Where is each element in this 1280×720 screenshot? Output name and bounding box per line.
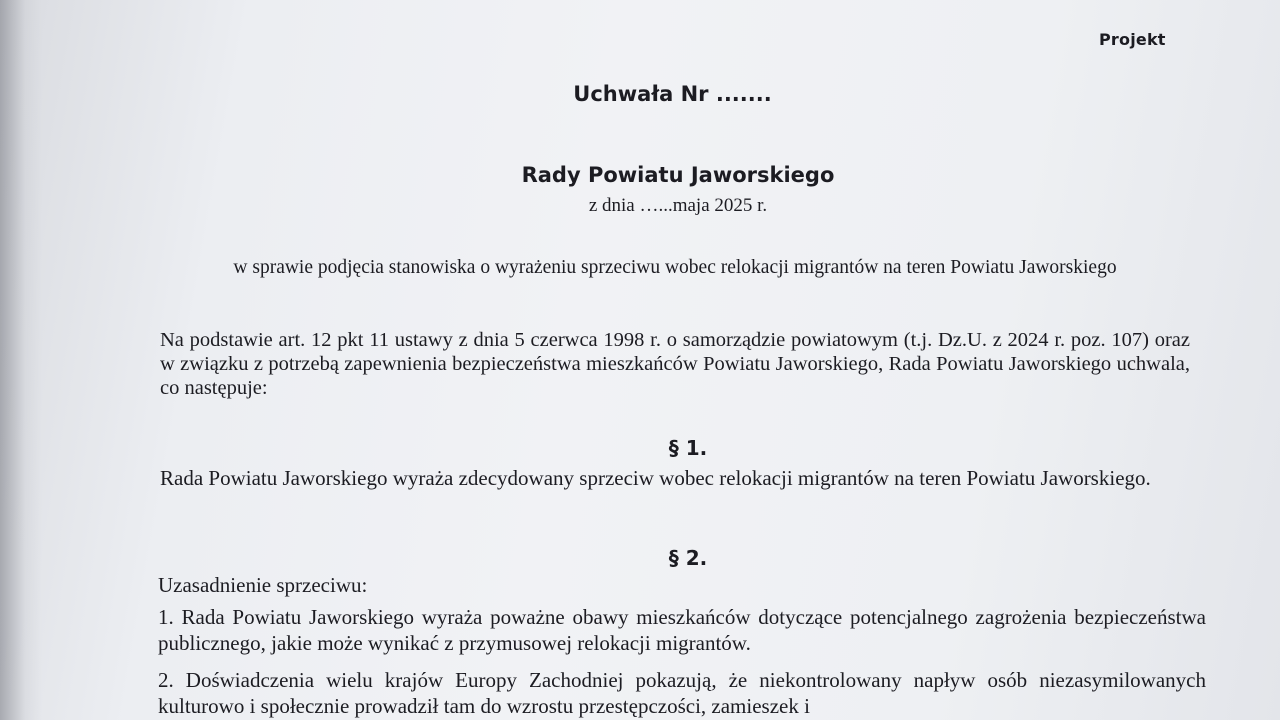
page-edge-shadow xyxy=(0,0,42,720)
section-1-text: Rada Powiatu Jaworskiego wyraża zdecydowany sprzeciw wobec relokacji migrantów na teren Powiatu Jaworskiego. xyxy=(160,466,1151,490)
justification-heading: Uzasadnienie sprzeciwu: xyxy=(158,573,368,597)
legal-basis-paragraph: Na podstawie art. 12 pkt 11 ustawy z dnia 5 czerwca 1998 r. o samorządzie powiatowym (t.j. Dz.U. z 2024 r. poz. 107) oraz w związku z potrzebą zapewnienia bezpieczeństwa mieszkańców Powiatu Jaworskiego, Rada Powiatu Jaworskiego uchwala, co następuje: xyxy=(160,329,1190,399)
section-1-heading: § 1. xyxy=(668,436,708,460)
resolution-date: z dnia …...maja 2025 r. xyxy=(588,195,768,216)
resolution-subject: w sprawie podjęcia stanowiska o wyrażeniu sprzeciwu wobec relokacji migrantów na teren Powiatu Jaworskiego xyxy=(233,257,1117,278)
resolution-title: Uchwała Nr ....... xyxy=(573,82,772,106)
section-2-heading: § 2. xyxy=(668,546,708,570)
draft-label: Projekt xyxy=(1099,30,1166,49)
issuer-title: Rady Powiatu Jaworskiego xyxy=(521,163,835,187)
justification-item: 1. Rada Powiatu Jaworskiego wyraża poważne obawy mieszkańców dotyczące potencjalnego zagrożenia bezpieczeństwa publicznego, jakie może wynikać z przymusowej relokacji migrantów. xyxy=(158,605,1206,655)
justification-item: 2. Doświadczenia wielu krajów Europy Zachodniej pokazują, że niekontrolowany napływ osób niezasymilowanych kulturowo i społecznie prowadził tam do wzrostu przestępczości, zamieszek i xyxy=(158,668,1206,718)
